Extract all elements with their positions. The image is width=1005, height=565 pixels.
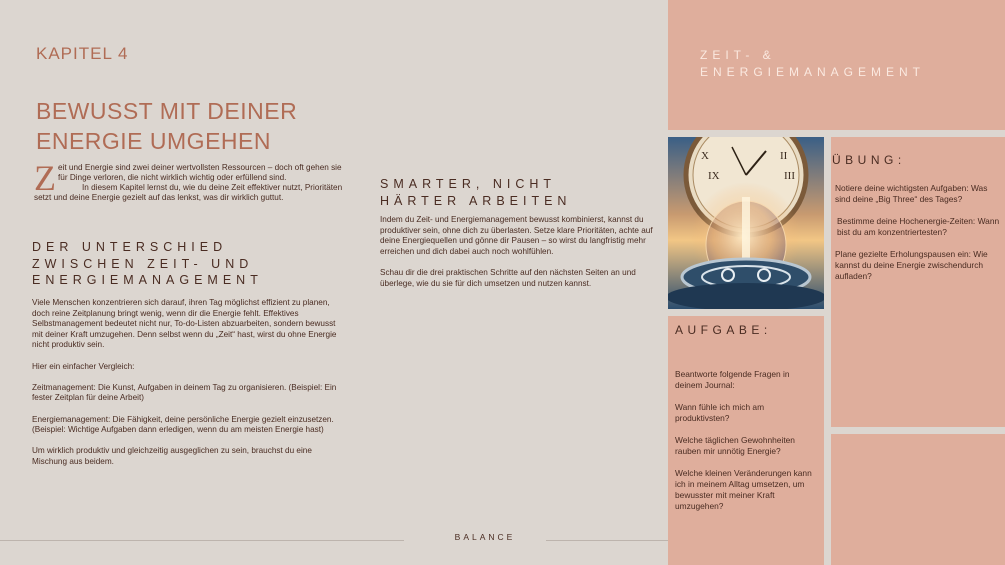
sidebar-title-line: ENERGIEMANAGEMENT [700, 65, 926, 79]
exercise-item: Bestimme deine Hochenergie-Zeiten: Wann bist du am konzentriertesten? [837, 216, 1000, 237]
task-item: Beantworte folgende Fragen in deinem Journal: [675, 369, 790, 390]
svg-text:IX: IX [708, 170, 720, 182]
title-line: ENERGIE UMGEHEN [36, 128, 271, 154]
heading-line: SMARTER, NICHT [380, 177, 557, 191]
intro-block [34, 158, 346, 203]
exercise-item: Plane gezielte Erholungspausen ein: Wie kannst du deine Energie zwischendurch aufladen? [835, 249, 988, 281]
body-paragraph: Zeitmanagement: Die Kunst, Aufgaben in deinem Tag zu organisieren. (Beispiel: Ein fester Zeitplan für deine Arbeit) [32, 382, 337, 403]
body-paragraph: Viele Menschen konzentrieren sich darauf, ihren Tag möglichst effizient zu planen, doch reine Zeitplanung bringt wenig, wenn dir die Energie fehlt. Effektives Selbstmanagement bedeutet nicht nur, To-do-Listen abzuarbeiten, sondern bewusst mit deiner Kraft umzugehen. Denn selbst wenn du „Zeit“ hast, wirst du ohne Energie nicht produktiv sein. [32, 298, 337, 350]
section-heading-difference [32, 239, 362, 289]
body-paragraph: Um wirklich produktiv und gleichzeitig ausgeglichen zu sein, brauchst du eine Mischung aus beidem. [32, 446, 312, 466]
exercise-item: Notiere deine wichtigsten Aufgaben: Was sind deine „Big Three“ des Tages? [835, 183, 988, 204]
section-heading-smarter [380, 176, 630, 209]
heading-line: HÄRTER ARBEITEN [380, 193, 572, 208]
clock-image [668, 137, 824, 309]
body-paragraph: Energiemanagement: Die Fähigkeit, deine persönliche Energie gezielt einzusetzen. (Beispiel: Wichtige Aufgaben dann erledigen, wenn du am meisten Energie hast) [32, 414, 334, 435]
svg-text:II: II [780, 150, 788, 162]
task-item: Welche kleinen Veränderungen kann ich in meinem Alltag umsetzen, um bewusster mit meiner Kraft umzugehen? [675, 468, 812, 511]
empty-panel [831, 434, 1005, 565]
footer-divider [546, 540, 668, 541]
title-line: BEWUSST MIT DEINER [36, 98, 298, 124]
intro-paragraph: eit und Energie sind zwei deiner wertvollsten Ressourcen – doch oft gehen sie für Dinge verloren, die nicht wirklich wichtig oder erfüllend sind. [58, 163, 342, 182]
svg-text:X: X [701, 150, 709, 162]
task-item: Wann fühle ich mich am produktivsten? [675, 402, 765, 423]
drop-cap: Z [34, 158, 56, 198]
task-list [675, 369, 815, 523]
heading-line: DER UNTERSCHIED [32, 240, 228, 254]
page-title [36, 96, 366, 156]
heading-line: ZWISCHEN ZEIT- UND [32, 256, 254, 271]
footer-divider [0, 540, 404, 541]
task-heading: AUFGABE: [675, 323, 772, 337]
body-paragraph: Indem du Zeit- und Energiemanagement bewusst kombinierst, kannst du produktiver sein, ohne dich zu überlasten. Setze klare Prioritäten, achte auf deine Energiequellen und gönne dir Pausen – so wirst du langfristig mehr erreichen und dich dabei auch noch wohlfühlen. [380, 215, 653, 256]
smarter-body [380, 215, 658, 300]
footer-label: BALANCE [454, 532, 516, 542]
sidebar-title [700, 47, 990, 81]
svg-text:III: III [784, 170, 795, 182]
exercise-list [835, 183, 1002, 293]
clock-illustration [668, 137, 824, 309]
heading-line: ENERGIEMANAGEMENT [32, 273, 263, 287]
intro-paragraph: In diesem Kapitel lernst du, wie du deine Zeit effektiver nutzt, Prioritäten setzt und deine Energie gezielt auf das lenkst, was dir wirklich guttut. [34, 183, 343, 202]
sidebar-title-line: ZEIT- & [700, 48, 776, 62]
task-item: Welche täglichen Gewohnheiten rauben mir unnötig Energie? [675, 435, 795, 456]
chapter-label: KAPITEL 4 [36, 44, 129, 63]
exercise-heading: ÜBUNG: [832, 153, 906, 167]
body-paragraph: Hier ein einfacher Vergleich: [32, 361, 135, 371]
difference-body [32, 298, 342, 478]
body-paragraph: Schau dir die drei praktischen Schritte auf den nächsten Seiten an und überlege, wie du sie für dich umsetzen und nutzen kannst. [380, 267, 636, 288]
